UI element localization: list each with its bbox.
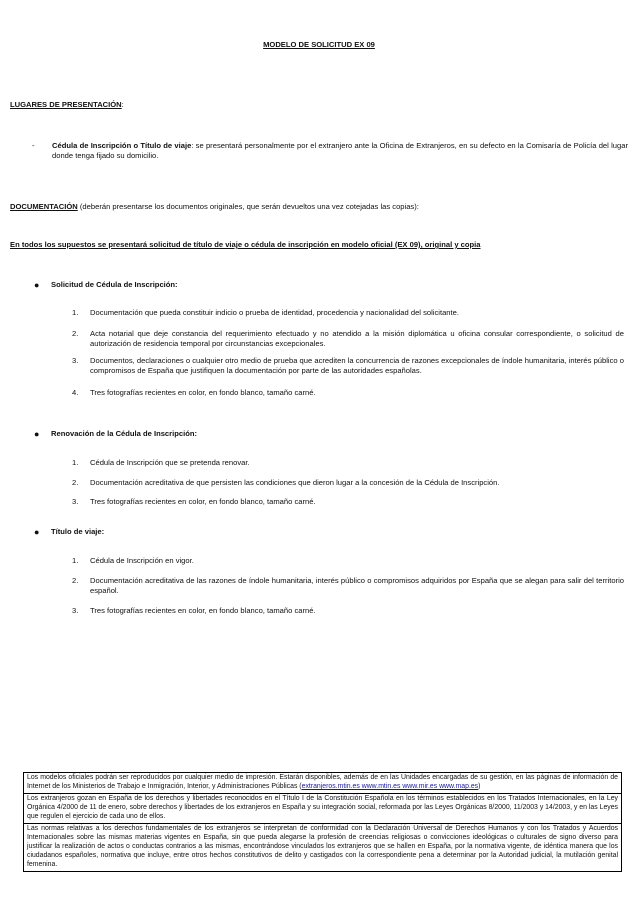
section-title: Solicitud de Cédula de Inscripción: xyxy=(51,280,178,289)
item-text: Cédula de Inscripción que se pretenda renovar. xyxy=(90,458,250,467)
item-text: Acta notarial que deje constancia del requerimiento efectuado y no atendido a la misión diplomática u oficina consular correspondiente, o solicitud de autorización de residencia temporal por circunstancias excepcionales. xyxy=(90,329,624,349)
item-text: Tres fotografías recientes en color, en fondo blanco, tamaño carné. xyxy=(90,388,316,397)
section-titulo-viaje xyxy=(34,527,624,537)
item-text: Documentación que pueda constituir indicio o prueba de identidad, procedencia y nacionalidad del solicitante. xyxy=(90,308,459,317)
list-item xyxy=(72,497,624,507)
legal-notice-models-text: Los modelos oficiales podrán ser reproducidos por cualquier medio de impresión. Estarán disponibles, además de en las Unidades encargadas de su gestión, en las páginas de información de Internet de los Ministerios de Trabajo e Inmigración, Interior, y Administraciones Públicas ( xyxy=(27,774,618,790)
item-number: 3. xyxy=(72,497,79,506)
bullet-icon: ● xyxy=(34,280,40,290)
item-number: 2. xyxy=(72,576,79,585)
lugares-item-text: : se presentará personalmente por el extranjero ante la Oficina de Extranjeros, en su defecto en la Comisaría de Policía del lugar donde tenga fijado su domicilio. xyxy=(52,141,628,161)
legal-notice-box xyxy=(23,772,622,872)
bullet-icon: ● xyxy=(34,429,40,439)
list-item xyxy=(72,478,624,488)
list-item xyxy=(72,308,624,318)
list-item xyxy=(72,606,624,616)
list-item xyxy=(72,388,624,398)
lugares-item xyxy=(32,141,628,162)
item-number: 3. xyxy=(72,356,79,365)
dash-marker: - xyxy=(32,141,35,150)
legal-notice-models-close: ) xyxy=(478,782,481,790)
list-item xyxy=(72,576,624,597)
item-number: 1. xyxy=(72,308,79,317)
section-title: Título de viaje: xyxy=(51,527,105,536)
item-number: 3. xyxy=(72,606,79,615)
list-item xyxy=(72,458,624,468)
list-item xyxy=(72,356,624,377)
section-renovacion-cedula xyxy=(34,429,624,439)
item-number: 1. xyxy=(72,458,79,467)
documentacion-heading: DOCUMENTACIÓN xyxy=(10,202,78,211)
item-number: 1. xyxy=(72,556,79,565)
legal-notice-models xyxy=(24,773,621,793)
lugares-heading: LUGARES DE PRESENTACIÓN xyxy=(10,100,122,109)
bullet-icon: ● xyxy=(34,527,40,537)
item-number: 2. xyxy=(72,478,79,487)
lugares-heading-line xyxy=(10,100,628,110)
legal-notice-rights: Los extranjeros gozan en España de los derechos y libertades reconocidos en el Título I de la Constitución Española en los términos establecidos en los Tratados Internacionales, en la Ley Orgánica 4/2000 de 11 de enero, sobre derechos y libertades de los extranjeros en España y su integración social, reformada por las Leyes Orgánicas 8/2000, 11/2003 y 14/2003, y en las Leyes que regulen el ejercicio de cada uno de ellos. xyxy=(24,793,621,823)
legal-notice-norms: Las normas relativas a los derechos fundamentales de los extranjeros se interpretan de conformidad con la Declaración Universal de Derechos Humanos y con los Tratados y Acuerdos Internacionales sobre las mismas materias vigentes en España, sin que pueda alegarse la profesión de creencias religiosas o convicciones ideológicas o culturales de signo diverso para justificar la realización de actos o conductas contrarios a las mismas, encontrándose vinculados los extranjeros que se hallen en España, por la normativa vigente, de idéntica manera que los ciudadanos españoles, normativa que incluye, entre otros hechos constitutivos de delito y castigados con la correspondiente pena a determinar por la Autoridad judicial, la mutilación genital femenina. xyxy=(24,823,621,871)
list-item xyxy=(72,556,624,566)
item-text: Documentos, declaraciones o cualquier otro medio de prueba que acrediten la concurrencia de razones excepcionales de índole humanitaria, interés público o compromisos de España que justifiquen la documentación por parte de las autoridades españolas. xyxy=(90,356,624,376)
item-text: Tres fotografías recientes en color, en fondo blanco, tamaño carné. xyxy=(90,606,316,615)
item-number: 2. xyxy=(72,329,79,338)
page-title: MODELO DE SOLICITUD EX 09 xyxy=(263,40,375,49)
item-number: 4. xyxy=(72,388,79,397)
documentacion-text: (deberán presentarse los documentos originales, que serán devueltos una vez cotejadas las copias): xyxy=(77,202,419,211)
section-title: Renovación de la Cédula de Inscripción: xyxy=(51,429,198,438)
ministry-websites-link[interactable]: extranjeros.mtin.es www.mtin.es www.mir.es www.map.es xyxy=(301,782,479,790)
item-text: Cédula de Inscripción en vigor. xyxy=(90,556,194,565)
item-text: Tres fotografías recientes en color, en fondo blanco, tamaño carné. xyxy=(90,497,316,506)
list-item xyxy=(72,329,624,350)
lugares-colon: : xyxy=(121,100,124,109)
supuestos-statement: En todos los supuestos se presentará solicitud de título de viaje o cédula de inscripción en modelo oficial (EX 09), original y copia xyxy=(10,240,481,249)
lugares-item-bold: Cédula de Inscripción o Título de viaje xyxy=(52,141,192,150)
item-text: Documentación acreditativa de las razones de índole humanitaria, interés público o compromisos adquiridos por España que se alegan para salir del territorio español. xyxy=(90,576,624,596)
item-text: Documentación acreditativa de que persisten las condiciones que dieron lugar a la concesión de la Cédula de Inscripción. xyxy=(90,478,500,487)
section-solicitud-cedula xyxy=(34,280,624,290)
documentacion-line xyxy=(10,202,628,212)
